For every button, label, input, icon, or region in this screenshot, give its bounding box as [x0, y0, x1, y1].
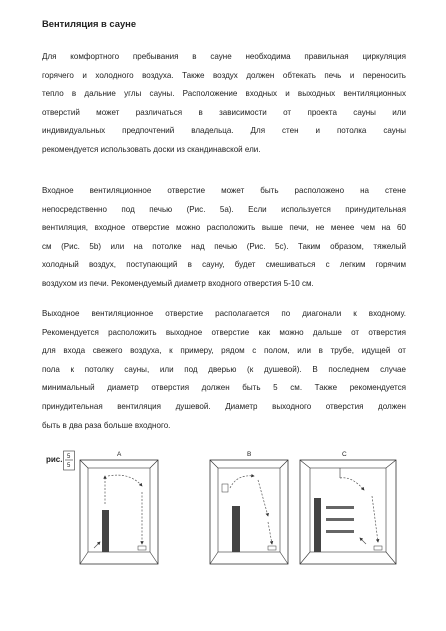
- ventilation-figure: [42, 446, 406, 566]
- ventilation-diagrams: [42, 446, 406, 566]
- paragraph-line: холодный воздух, поступающий в сауну, будет смешиваться с легким горячим: [42, 260, 406, 270]
- figure-label: [46, 451, 75, 470]
- diagram-panel-a: [80, 451, 158, 564]
- diagram-panel-c: [300, 451, 396, 564]
- stove-icon: [314, 498, 321, 552]
- paragraph-1: [42, 48, 406, 160]
- paragraph-line: пола к потолку сауны, или под дверью (к душевой). В последнем случае: [42, 364, 406, 374]
- paragraph-line: рекомендуется использовать доски из скандинавской ели.: [42, 144, 261, 154]
- paragraph-line: для входа свежего воздуха, к примеру, рядом с полом, или в трубе, идущей от: [42, 346, 406, 356]
- paragraph-line: принудительная вентиляция душевой. Диаметр выходного отверстия должен: [42, 401, 406, 411]
- paragraph-2: [42, 182, 406, 294]
- paragraph-line: вентиляция, входное отверстие можно расположить выше печи, не менее чем на 60: [42, 223, 406, 233]
- paragraph-line: отверстий может различаться в зависимости от проекта сауны или: [42, 107, 406, 117]
- paragraph-line: Входное вентиляционное отверстие может быть расположено на стене: [42, 186, 406, 195]
- panel-b-label: B: [247, 451, 252, 458]
- diagram-panel-b: [210, 451, 288, 564]
- figure-label-num-bottom: 5: [67, 463, 71, 469]
- panel-a-label: A: [117, 451, 122, 458]
- paragraph-line: Выходное вентиляционное отверстие располагается по диагонали к входному.: [42, 309, 406, 318]
- paragraph-line: быть в два раза больше входного.: [42, 420, 171, 430]
- stove-icon: [232, 506, 240, 552]
- stove-icon: [102, 510, 109, 552]
- paragraph-line: горячего и холодного воздуха. Также воздух должен обтекать печь и переносить: [42, 70, 406, 80]
- figure-label-text: рис.: [46, 455, 63, 464]
- panel-c-label: C: [342, 451, 347, 458]
- paragraph-line: минимальный диаметр отверстия должен быть 5 см. Также рекомендуется: [42, 383, 406, 393]
- paragraph-line: Рекомендуется расположить выходное отверстие как можно дальше от отверстия: [42, 327, 406, 337]
- paragraph-line: Для комфортного пребывания в сауне необходима правильная циркуляция: [42, 52, 406, 61]
- paragraph-line: воздухом из печи. Рекомендуемый диаметр входного отверстия 5-10 см.: [42, 278, 314, 288]
- figure-label-num-top: 5: [67, 454, 71, 460]
- paragraph-line: см (Рис. 5b) или на потолке над печью (Рис. 5c). Таким образом, тяжелый: [42, 241, 406, 251]
- section-title: Вентиляция в сауне: [42, 18, 137, 29]
- paragraph-line: непосредственно под печью (Рис. 5а). Если используется принудительная: [42, 204, 406, 214]
- paragraph-3: [42, 305, 406, 435]
- paragraph-line: тепло в дальние углы сауны. Расположение входных и выходных вентиляционных: [42, 89, 406, 99]
- paragraph-line: индивидуальных предпочтений владельца. Для стен и потолка сауны: [42, 126, 406, 136]
